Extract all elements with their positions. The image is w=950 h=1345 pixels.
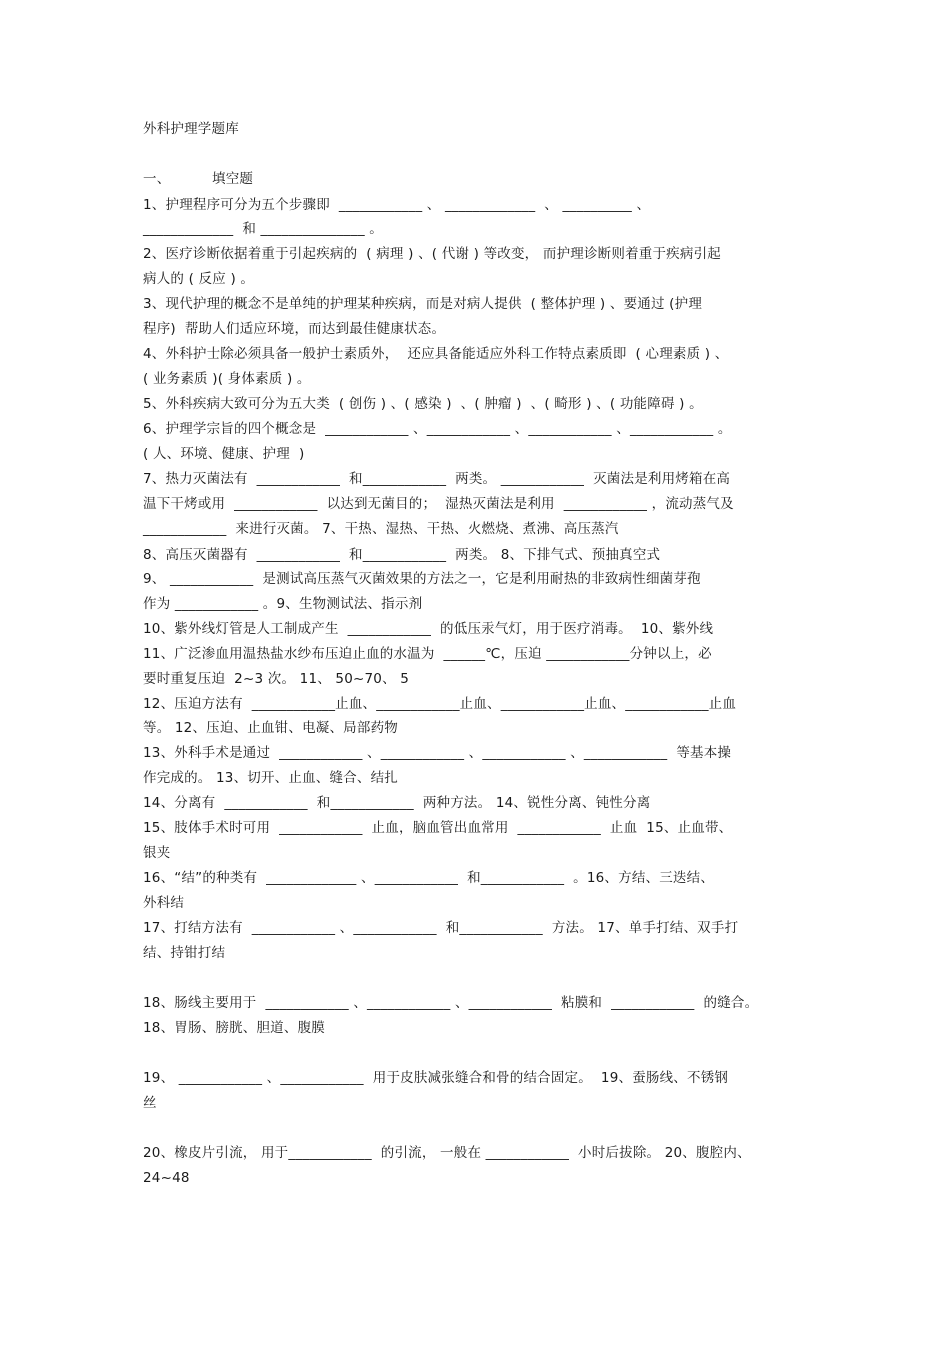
question-line: 8、高压灭菌器有 ____________ 和____________ 两类。 8、下排气式、预抽真空式 — [143, 547, 661, 563]
question-line: 3、现代护理的概念不是单纯的护理某种疾病，而是对病人提供 ( 整体护理 ) 、要通过 (护理 — [143, 296, 703, 312]
question-line: 13、外科手术是通过 ____________ 、____________ 、____________ 、____________ 等基本操 — [143, 745, 732, 761]
question-line: 等。 12、压迫、止血钳、电凝、局部药物 — [143, 720, 398, 736]
question-line: 2、医疗诊断依据着重于引起疾病的 ( 病理 ) 、( 代谢 ) 等改变， 而护理诊断则着重于疾病引起 — [143, 246, 721, 262]
question-line: 14、分离有 ____________ 和____________ 两种方法。 14、锐性分离、钝性分离 — [143, 795, 651, 811]
question-line: 9、 ____________ 是测试高压蒸气灭菌效果的方法之一，它是利用耐热的非致病性细菌芽孢 — [143, 571, 701, 587]
question-line: 15、肢体手术时可用 ____________ 止血，脑血管出血常用 ____________ 止血 15、止血带、 — [143, 820, 733, 836]
question-line: 18、肠线主要用于 ____________ 、____________ 、____________ 粘膜和 ____________ 的缝合。 — [143, 995, 759, 1011]
question-line: 6、护理学宗旨的四个概念是 ____________ 、____________ 、____________ 、____________ 。 — [143, 421, 732, 437]
question-line: 1、护理程序可分为五个步骤即 ____________ 、 _____________ 、 __________ 、 — [143, 197, 651, 213]
question-line: 病人的 ( 反应 ) 。 — [143, 271, 255, 287]
question-line: 10、紫外线灯管是人工制成产生 ____________ 的低压汞气灯，用于医疗消毒。 10、紫外线 — [143, 621, 714, 637]
question-line: 丝 — [143, 1095, 157, 1111]
section-number: 一、 — [143, 171, 171, 187]
question-line: 17、打结方法有 ____________ 、____________ 和____________ 方法。 17、单手打结、双手打 — [143, 920, 739, 936]
question-line: 要时重复压迫 2~3 次。 11、 50~70、 5 — [143, 671, 410, 687]
question-line: 程序) 帮助人们适应环境，而达到最佳健康状态。 — [143, 321, 446, 337]
question-line: ( 人、环境、健康、护理 ) — [143, 446, 305, 462]
question-line: _____________ 和 _______________ 。 — [143, 221, 383, 237]
question-line: 作为 ____________ 。9、生物测试法、指示剂 — [143, 596, 423, 612]
question-line: 12、压迫方法有 ____________止血、____________止血、____________止血、____________止血 — [143, 696, 737, 712]
question-line: 19、 ____________ 、____________ 用于皮肤减张缝合和骨的结合固定。 19、蚕肠线、不锈钢 — [143, 1070, 729, 1086]
question-line: 24~48 — [143, 1170, 190, 1186]
question-line: 5、外科疾病大致可分为五大类 ( 创伤 ) 、( 感染 ) 、( 肿瘤 ) 、( 畸形 ) 、( 功能障碍 ) 。 — [143, 396, 703, 412]
question-line: 16、“结”的种类有 _____________ 、____________ 和____________ 。16、方结、三迭结、 — [143, 870, 715, 886]
question-line: 温下干烤或用 ____________ 以达到无菌目的； 湿热灭菌法是利用 ____________ ，流动蒸气及 — [143, 496, 734, 512]
question-line: 18、胃肠、膀胱、胆道、腹膜 — [143, 1020, 325, 1036]
section-heading: 填空题 — [212, 171, 254, 187]
question-line: 银夹 — [143, 845, 171, 861]
question-line: ( 业务素质 )( 身体素质 ) 。 — [143, 371, 311, 387]
document-title: 外科护理学题库 — [143, 121, 239, 137]
question-line: 作完成的。 13、切开、止血、缝合、结扎 — [143, 770, 398, 786]
question-line: 结、持钳打结 — [143, 945, 226, 961]
question-line: 20、橡皮片引流， 用于____________ 的引流， 一般在 ____________ 小时后拔除。 20、腹腔内、 — [143, 1145, 751, 1161]
question-line: 外科结 — [143, 895, 185, 911]
question-line: 11、广泛渗血用温热盐水纱布压迫止血的水温为 ______℃，压迫 ____________分钟以上，必 — [143, 646, 712, 662]
question-line: ____________ 来进行灭菌。 7、干热、湿热、干热、火燃烧、煮沸、高压蒸汽 — [143, 521, 619, 537]
question-line: 7、热力灭菌法有 ____________ 和____________ 两类。 ____________ 灭菌法是利用烤箱在高 — [143, 471, 731, 487]
question-line: 4、外科护士除必须具备一般护士素质外， 还应具备能适应外科工作特点素质即 ( 心理素质 ) 、 — [143, 346, 729, 362]
